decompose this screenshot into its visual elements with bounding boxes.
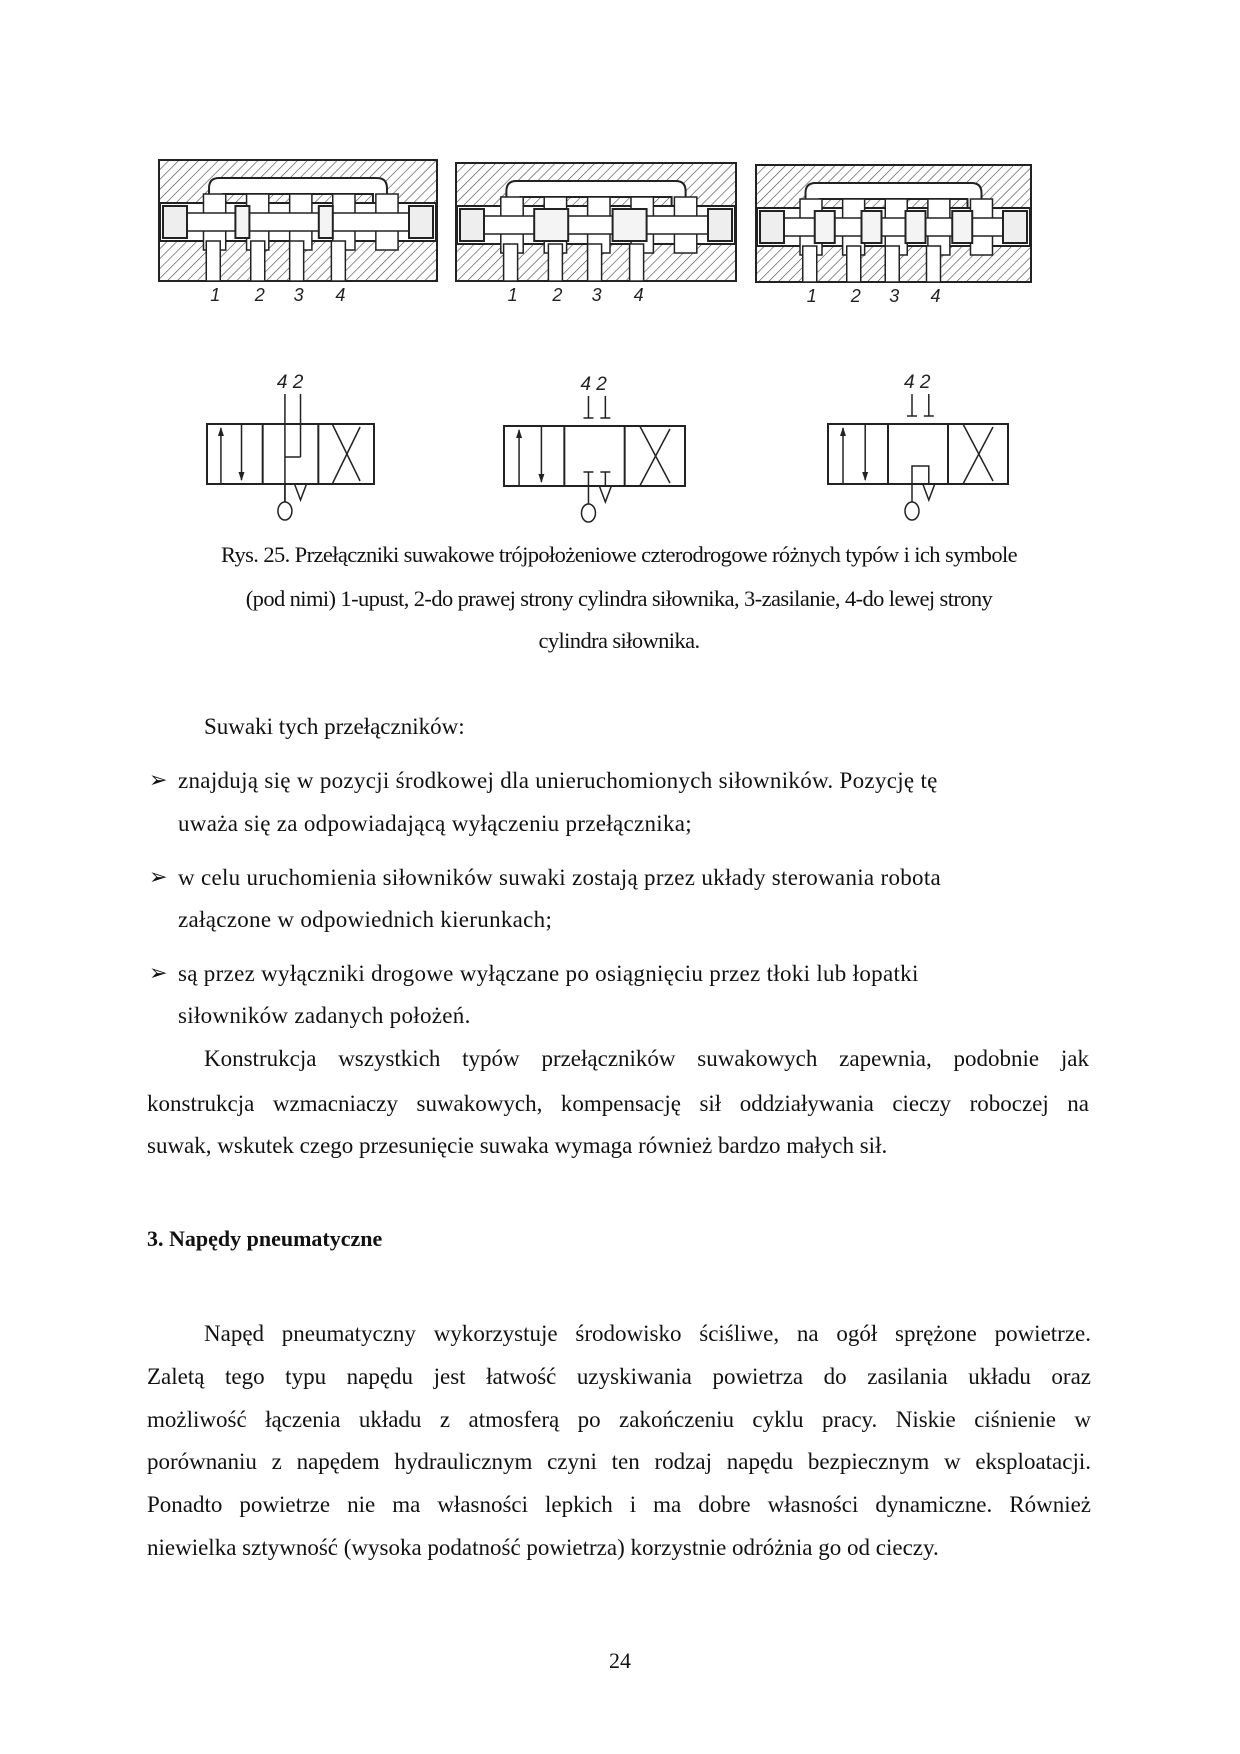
port-label: 2 [552,285,563,305]
port [251,241,265,281]
port [847,246,861,282]
figure-25-valves [0,140,1240,540]
paragraph-line: Ponadto powietrze nie ma własności lepkich i ma dobre własności dynamiczne. Również [147,1492,1091,1517]
symbol-port-labels: 4 2 [580,374,607,395]
valve-symbol [504,374,685,522]
symbol-outline [207,424,374,484]
symbol-port-labels: 4 2 [276,372,304,393]
port [885,246,899,282]
pressure-source-icon [581,504,595,522]
paragraph-line: Zaletą tego typu napędu jest łatwość uzyskiwania powietrza do zasilania układu oraz [147,1364,1091,1389]
list-item-line: uważa się za odpowiadającą wyłączeniu przełącznika; [178,811,692,836]
end-cap [163,206,187,238]
end-cap [708,209,732,241]
port [588,244,602,281]
spool-land [815,211,835,243]
spool-land [235,206,249,238]
port-label: 4 [633,285,644,305]
paragraph-line: Konstrukcja wszystkich typów przełączników suwakowych zapewnia, podobnie jak [204,1046,1089,1071]
closed-center [912,466,929,484]
port-label: 3 [591,285,602,305]
port [548,244,562,281]
figure-caption-line: (pod nimi) 1-upust, 2-do prawej strony cylindra siłownika, 3-zasilanie, 4-do lewej strony [245,586,993,611]
pressure-source-icon [278,502,292,520]
list-item-line: w celu uruchomienia siłowników suwaki zostają przez układy sterowania robota [178,865,942,890]
spool-land [319,206,333,238]
paragraph-line: suwak, wskutek czego przesunięcie suwaka wymaga również bardzo małych sił. [147,1133,888,1158]
exhaust-icon [923,484,935,500]
exhaust-icon [599,486,611,502]
port [206,241,220,281]
end-cap [1003,211,1027,243]
spool-land [534,209,568,241]
valve-cross-section [456,163,736,305]
spool-land [906,211,926,243]
port-label: 1 [806,286,817,306]
port-label: 3 [293,285,304,305]
arrowhead [840,427,846,436]
arrow-bullet-icon: ➢ [149,767,168,792]
port-label: 3 [889,286,900,306]
paragraph-line: porównaniu z napędem hydraulicznym czyni ten rodzaj napędu bezpiecznym w eksploatacji. [147,1449,1091,1474]
list-item-line: załączone w odpowiednich kierunkach; [178,907,553,932]
arrowhead [218,427,224,436]
end-cap [409,206,433,238]
arrow-cross-icon [963,427,993,484]
symbol-outline [828,424,1008,484]
spool-land [952,211,972,243]
end-cap [760,211,784,243]
arrow-cross-icon [640,429,670,486]
arrow-cross-icon [332,427,360,484]
port [803,246,817,282]
spool-rod [181,213,415,231]
pressure-source-icon [905,502,919,520]
port [290,241,304,281]
port [630,244,644,281]
arrow-bullet-icon: ➢ [149,960,168,985]
end-cap [460,209,484,241]
paragraph-line: niewielka sztywność (wysoka podatność powietrza) korzystnie odróżnia go od cieczy. [147,1535,939,1560]
arrow-cross-icon [963,424,993,481]
port-label: 4 [930,286,941,306]
port-label: 1 [507,285,518,305]
arrowhead [516,429,522,438]
arrowhead [239,472,245,481]
exhaust-icon [295,484,307,500]
page-number: 24 [609,1648,631,1673]
arrow-cross-icon [332,424,360,481]
port [927,246,941,282]
port-label: 2 [850,286,861,306]
port [331,241,345,281]
symbol-outline [504,426,685,486]
figure-caption-line: cylindra siłownika. [538,628,700,653]
valve-symbol [828,372,1008,520]
list-item-line: siłowników zadanych położeń. [178,1003,471,1028]
section-heading: 3. Napędy pneumatyczne [147,1226,383,1251]
spool-land [613,209,647,241]
figure-caption-line: Rys. 25. Przełączniki suwakowe trójpołożeniowe czterodrogowe różnych typów i ich symbole [220,542,1018,567]
arrow-cross-icon [640,426,670,483]
arrow-bullet-icon: ➢ [149,864,168,889]
valve-symbol [207,372,374,520]
paragraph-line: możliwość łączenia układu z atmosferą po zakończeniu cyklu pracy. Niskie ciśnienie w [147,1407,1091,1432]
valve-cross-section [159,160,437,305]
port [504,244,518,281]
port-label: 1 [210,285,221,305]
port-label: 2 [254,285,265,305]
arrowhead [538,474,544,483]
list-item-line: są przez wyłączniki drogowe wyłączane po osiągnięciu przez tłoki lub łopatki [178,961,919,986]
valve-cross-section [756,165,1031,306]
list-intro: Suwaki tych przełączników: [204,714,465,739]
symbol-port-labels: 4 2 [904,372,931,393]
spool-rod [778,218,1009,236]
spool-land [862,211,882,243]
paragraph-line: Napęd pneumatyczny wykorzystuje środowisko ściśliwe, na ogół sprężone powietrze. [204,1321,1091,1346]
list-item-line: znajdują się w pozycji środkowej dla unieruchomionych siłowników. Pozycję tę [178,768,938,793]
port-label: 4 [335,285,346,305]
paragraph-line: konstrukcja wzmacniaczy suwakowych, kompensację sił oddziaływania cieczy roboczej na [147,1091,1089,1116]
arrowhead [862,472,868,481]
spool-rod [478,216,714,234]
